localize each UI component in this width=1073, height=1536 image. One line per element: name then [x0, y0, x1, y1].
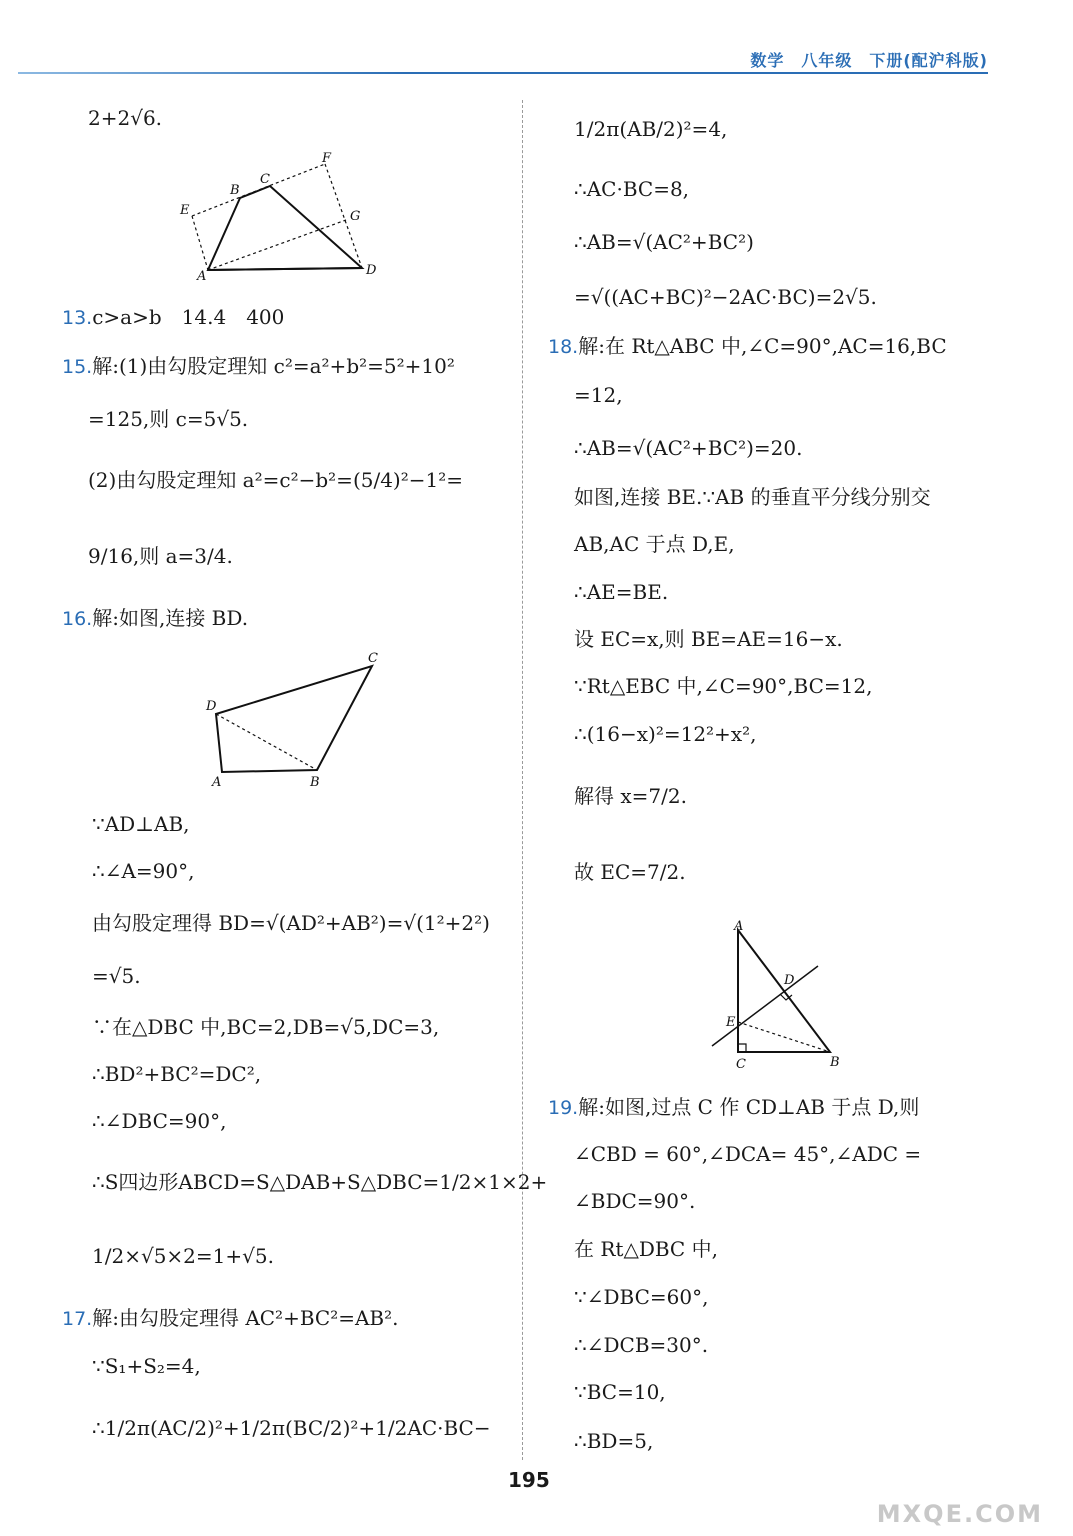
- answer-line: ∵Rt△EBC 中,∠C=90°,BC=12,: [574, 674, 873, 698]
- answer-line: ∵AD⊥AB,: [92, 812, 190, 836]
- answer-line: ∵∠DBC=60°,: [574, 1285, 709, 1309]
- answer-line: ∵BC=10,: [574, 1380, 666, 1404]
- label-e: E: [726, 1015, 736, 1030]
- answer-line: ∵在△DBC 中,BC=2,DB=√5,DC=3,: [92, 1015, 440, 1039]
- answer-line: 故 EC=7/2.: [574, 860, 686, 884]
- label-e: E: [180, 203, 190, 218]
- label-c: C: [736, 1057, 746, 1072]
- answer-line: 解得 x=7/2.: [574, 784, 687, 808]
- answer-line: ∴∠DCB=30°.: [574, 1333, 709, 1357]
- answer-line: ∴AC·BC=8,: [574, 177, 690, 201]
- answer-line: 由勾股定理得 BD=√(AD²+AB²)=√(1²+2²): [92, 911, 490, 935]
- answer-line: 在 Rt△DBC 中,: [574, 1237, 718, 1261]
- label-b: B: [310, 775, 320, 790]
- figure-quadrilateral-rectangle: [170, 150, 410, 285]
- label-c: C: [368, 651, 378, 666]
- label-a: A: [734, 919, 744, 934]
- answer-line: 19.解:如图,过点 C 作 CD⊥AB 于点 D,则: [548, 1095, 920, 1119]
- answer-line: 设 EC=x,则 BE=AE=16−x.: [574, 627, 843, 651]
- label-f: F: [322, 151, 332, 166]
- answer-line: 17.解:由勾股定理得 AC²+BC²=AB².: [62, 1306, 399, 1330]
- answer-line: 1/2π(AB/2)²=4,: [574, 117, 728, 141]
- answer-line: =√((AC+BC)²−2AC·BC)=2√5.: [574, 285, 877, 309]
- answer-line: ∴∠A=90°,: [92, 859, 195, 883]
- answer-line: ∴AB=√(AC²+BC²)=20.: [574, 436, 803, 460]
- answer-line: (2)由勾股定理知 a²=c²−b²=(5/4)²−1²=: [88, 468, 464, 492]
- answer-line: 16.解:如图,连接 BD.: [62, 606, 249, 630]
- label-a: A: [197, 269, 207, 284]
- label-g: G: [350, 209, 361, 224]
- label-b: B: [830, 1055, 840, 1070]
- column-divider: [522, 100, 523, 1460]
- header-title: 数学 八年级 下册(配沪科版): [750, 51, 988, 70]
- label-d: D: [206, 699, 217, 714]
- answer-line: 9/16,则 a=3/4.: [88, 544, 233, 568]
- answer-line: ∴AE=BE.: [574, 580, 669, 604]
- answer-line: 1/2×√5×2=1+√5.: [92, 1244, 274, 1268]
- answer-line: ∵S₁+S₂=4,: [92, 1354, 201, 1378]
- figure-quadrilateral-dbc: [200, 648, 390, 793]
- label-a: A: [212, 775, 222, 790]
- answer-line: 如图,连接 BE.∵AB 的垂直平分线分别交: [574, 485, 931, 509]
- label-d: D: [784, 973, 795, 988]
- answer-line: ∴∠DBC=90°,: [92, 1109, 227, 1133]
- header-divider: [18, 72, 988, 74]
- answer-line: AB,AC 于点 D,E,: [574, 532, 735, 556]
- answer-line: 15.解:(1)由勾股定理知 c²=a²+b²=5²+10²: [62, 354, 455, 378]
- answer-line: 18.解:在 Rt△ABC 中,∠C=90°,AC=16,BC: [548, 334, 947, 358]
- answer-line: ∠BDC=90°.: [574, 1189, 696, 1213]
- answer-line: ∴AB=√(AC²+BC²): [574, 230, 754, 254]
- answer-line: ∠CBD = 60°,∠DCA= 45°,∠ADC =: [574, 1142, 922, 1166]
- answer-line: 13.c>a>b 14.4 400: [62, 305, 285, 329]
- answer-line: 2+2√6.: [88, 106, 163, 130]
- label-c: C: [260, 172, 270, 187]
- figure-right-triangle: [706, 918, 840, 1073]
- label-d: D: [366, 263, 377, 278]
- answer-line: ∴1/2π(AC/2)²+1/2π(BC/2)²+1/2AC·BC−: [92, 1416, 491, 1440]
- answer-line: =√5.: [92, 964, 141, 988]
- answer-line: =125,则 c=5√5.: [88, 407, 249, 431]
- answer-line: =12,: [574, 383, 623, 407]
- answer-line: ∴BD=5,: [574, 1429, 654, 1453]
- answer-line: ∴(16−x)²=12²+x²,: [574, 722, 757, 746]
- label-b: B: [230, 183, 240, 198]
- page-number: 195: [508, 1468, 550, 1492]
- answer-line: ∴BD²+BC²=DC²,: [92, 1062, 262, 1086]
- watermark: MXQE.COM: [876, 1500, 1043, 1528]
- answer-line: ∴S四边形ABCD=S△DAB+S△DBC=1/2×1×2+: [92, 1170, 548, 1194]
